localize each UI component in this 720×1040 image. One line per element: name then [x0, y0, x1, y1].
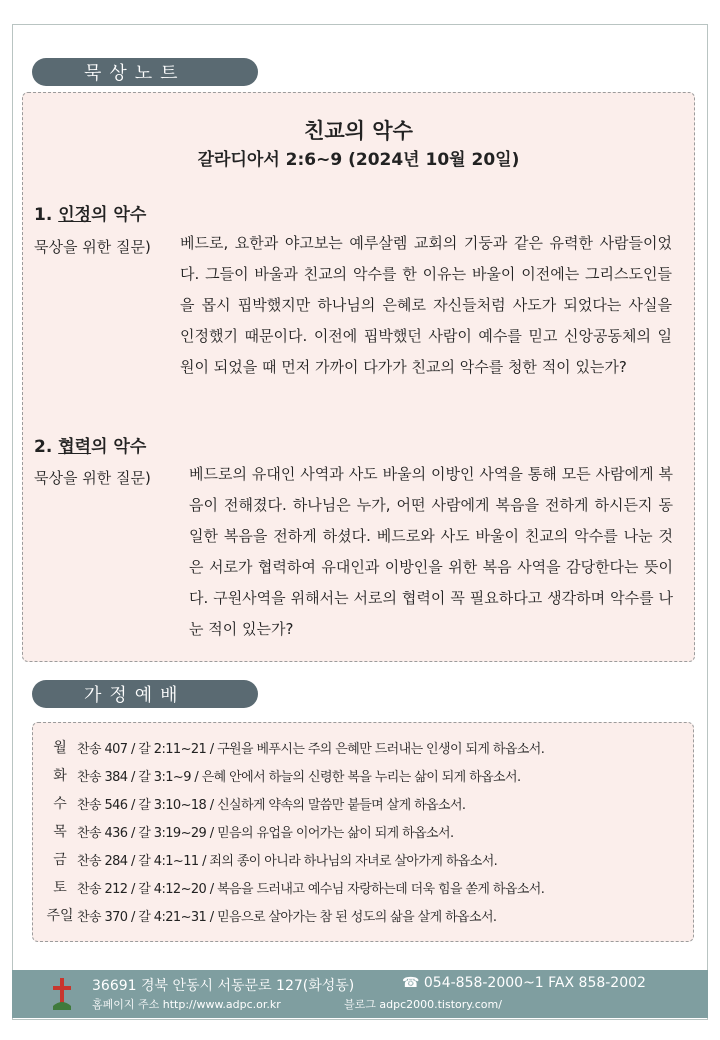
section-2-question-text: 베드로의 유대인 사역과 사도 바울의 이방인 사역을 통해 모든 사람에게 복음이 전해졌다. 하나님은 누가, 어떤 사람에게 복음을 전하게 하시든지 동일한 복음을 전하게 하셨다. 베드로와 사도 바울이 친교의 악수를 나눈 것은 서로가 협력하여 유대인과 이방인을 위한 복음 사역을 감당한다는 뜻이다. 구원사역을 위해서는 서로의 협력이 꼭 필요하다고 생각하며 악수를 나눈 적이 있는가?: [189, 465, 673, 638]
worship-row: [43, 819, 454, 843]
worship-text: 찬송 370 / 갈 4:21~31 / 믿음으로 살아가는 참 된 성도의 삶을 살게 하옵소서.: [77, 909, 497, 925]
scripture-reference: 갈라디아서 2:6~9 (2024년 10월 20일): [197, 150, 520, 170]
worship-text: 찬송 384 / 갈 3:1~9 / 은혜 안에서 하늘의 신령한 복을 누리는 삶이 되게 하옵소서.: [77, 769, 521, 785]
section-2-heading: [34, 432, 146, 457]
worship-day: 금: [53, 852, 67, 868]
worship-day: 화: [53, 768, 67, 784]
footer: [12, 970, 708, 1018]
worship-row: [43, 903, 496, 927]
section-1-question-label: 묵상을 위한 질문): [34, 238, 151, 256]
section-2-keyword: 협력: [58, 437, 92, 457]
footer-blog-link[interactable]: 블로그 adpc2000.tistory.com/: [344, 998, 502, 1011]
section-1-number: 1.: [34, 205, 53, 225]
section-2-number: 2.: [34, 437, 53, 457]
family-worship-header: [32, 680, 258, 708]
worship-day: 토: [53, 880, 67, 896]
section-1-heading: [34, 200, 146, 225]
family-worship-box: [32, 722, 694, 942]
meditation-header-label: 묵상노트: [84, 63, 186, 84]
worship-row: [43, 791, 465, 815]
sermon-title: 친교의 악수: [304, 119, 413, 143]
worship-day: 수: [53, 796, 67, 812]
worship-row: [43, 735, 544, 759]
footer-phone: ☎ 054-858-2000~1 FAX 858-2002: [402, 975, 646, 991]
worship-row: [43, 763, 521, 787]
church-logo-icon: [50, 976, 74, 1012]
family-worship-header-label: 가정예배: [84, 685, 186, 706]
worship-row: [43, 875, 544, 899]
section-1-keyword: 인정: [58, 205, 92, 225]
section-1-rest: 의 악수: [91, 205, 147, 225]
worship-text: 찬송 436 / 갈 3:19~29 / 믿음의 유업을 이어가는 삶이 되게 하옵소서.: [77, 825, 454, 841]
footer-address: 36691 경북 안동시 서동문로 127(화성동): [92, 978, 355, 994]
worship-day: 주일: [46, 908, 74, 924]
worship-text: 찬송 407 / 갈 2:11~21 / 구원을 베푸시는 주의 은혜만 드러내는 인생이 되게 하옵소서.: [77, 741, 545, 757]
footer-homepage-link[interactable]: 홈페이지 주소 http://www.adpc.or.kr: [92, 998, 281, 1011]
worship-day: 월: [53, 740, 67, 756]
section-2-question-label: 묵상을 위한 질문): [34, 469, 151, 487]
worship-day: 목: [53, 824, 67, 840]
meditation-header: [32, 58, 258, 86]
worship-text: 찬송 284 / 갈 4:1~11 / 죄의 종이 아니라 하나님의 자녀로 살아가게 하옵소서.: [77, 853, 498, 869]
worship-text: 찬송 546 / 갈 3:10~18 / 신실하게 약속의 말씀만 붙들며 살게 하옵소서.: [77, 797, 466, 813]
section-2-rest: 의 악수: [91, 437, 147, 457]
worship-text: 찬송 212 / 갈 4:12~20 / 복음을 드러내고 예수님 자랑하는데 더욱 힘을 쏟게 하옵소서.: [77, 881, 545, 897]
worship-row: [43, 847, 497, 871]
section-1-question-text: 베드로, 요한과 야고보는 예루살렘 교회의 기둥과 같은 유력한 사람들이었다. 그들이 바울과 친교의 악수를 한 이유는 바울이 이전에는 그리스도인들을 몹시 핍박했지만 하나님의 은혜로 자신들처럼 사도가 되었다는 사실을 인정했기 때문이다. 이전에 핍박했던 사람이 예수를 믿고 신앙공동체의 일원이 되었을 때 먼저 가까이 다가가 친교의 악수를 청한 적이 있는가?: [180, 234, 672, 376]
